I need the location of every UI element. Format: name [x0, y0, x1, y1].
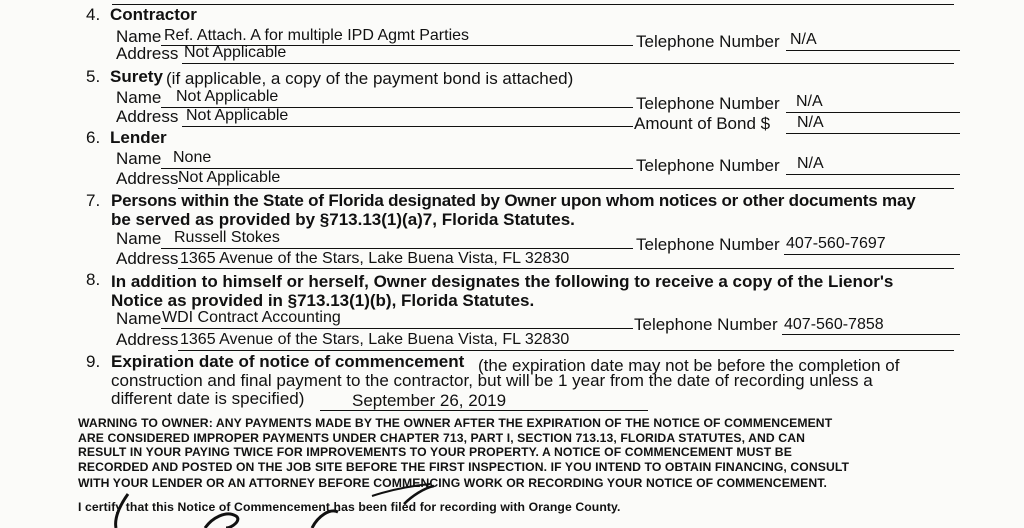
- item-4-number: 4.: [86, 5, 101, 24]
- lienor-address-value: 1365 Avenue of the Stars, Lake Buena Vista, FL 32830: [180, 331, 570, 348]
- lender-name-value: None: [173, 149, 212, 166]
- item-8-number: 8.: [86, 270, 101, 289]
- persons-name-label: Name: [116, 229, 162, 248]
- persons-phone-value: 407-560-7697: [786, 235, 886, 252]
- item-9-line3: different date is specified): [111, 389, 305, 408]
- item-5-heading: Surety: [110, 67, 163, 86]
- warning-line-2: ARE CONSIDERED IMPROPER PAYMENTS UNDER CHAPTER 713, PART I, SECTION 713.13, FLORIDA STATUTES, AND CAN: [78, 431, 805, 445]
- item-4-heading: Contractor: [110, 5, 197, 24]
- surety-bond-label: Amount of Bond $: [634, 114, 771, 133]
- surety-address-value: Not Applicable: [186, 107, 289, 124]
- item-5-number: 5.: [86, 67, 101, 86]
- item-7-number: 7.: [86, 191, 101, 210]
- lienor-phone-value: 407-560-7858: [784, 316, 884, 333]
- lienor-name-value: WDI Contract Accounting: [162, 309, 341, 326]
- item-8-heading-line2: Notice as provided in §713.13(1)(b), Florida Statutes.: [111, 291, 535, 310]
- contractor-address-label: Address: [116, 44, 179, 63]
- surety-name-value: Not Applicable: [176, 88, 279, 105]
- surety-phone-value: N/A: [796, 93, 823, 110]
- expiration-date-value: September 26, 2019: [352, 391, 507, 410]
- warning-line-3: RESULT IN YOUR PAYING TWICE FOR IMPROVEMENTS TO YOUR PROPERTY. A NOTICE OF COMMENCEMENT MUST BE: [78, 445, 792, 459]
- warning-line-1: WARNING TO OWNER: ANY PAYMENTS MADE BY THE OWNER AFTER THE EXPIRATION OF THE NOTICE OF COMMENCEMENT: [78, 416, 833, 430]
- surety-name-label: Name: [116, 88, 162, 107]
- persons-phone-label: Telephone Number: [636, 235, 780, 254]
- persons-address-label: Address: [116, 249, 179, 268]
- lienor-address-label: Address: [116, 330, 179, 349]
- contractor-name-label: Name: [116, 27, 162, 46]
- lender-address-value: Not Applicable: [178, 169, 281, 186]
- lender-name-label: Name: [116, 149, 162, 168]
- item-7-heading-line1: Persons within the State of Florida designated by Owner upon whom notices or other documents may: [111, 191, 916, 210]
- item-9-number: 9.: [86, 352, 101, 371]
- item-8-heading-line1: In addition to himself or herself, Owner designates the following to receive a copy of the Lienor's: [111, 272, 894, 291]
- surety-address-label: Address: [116, 107, 179, 126]
- lienor-phone-label: Telephone Number: [634, 315, 778, 334]
- item-6-number: 6.: [86, 128, 101, 147]
- contractor-address-value: Not Applicable: [184, 44, 287, 61]
- lender-phone-value: N/A: [797, 155, 824, 172]
- surety-phone-label: Telephone Number: [636, 94, 780, 113]
- persons-name-value: Russell Stokes: [174, 229, 280, 246]
- contractor-phone-label: Telephone Number: [636, 32, 780, 51]
- persons-address-value: 1365 Avenue of the Stars, Lake Buena Vista, FL 32830: [180, 250, 570, 267]
- contractor-phone-value: N/A: [790, 31, 817, 48]
- item-6-heading: Lender: [110, 128, 167, 147]
- warning-line-4: RECORDED AND POSTED ON THE JOB SITE BEFORE THE FIRST INSPECTION. IF YOU INTEND TO OBTAIN FINANCING, CONSULT: [78, 460, 850, 474]
- contractor-name-value: Ref. Attach. A for multiple IPD Agmt Parties: [164, 27, 470, 44]
- lender-address-label: Address: [116, 169, 179, 188]
- warning-line-5: WITH YOUR LENDER OR AN ATTORNEY BEFORE COMMENCING WORK OR RECORDING YOUR NOTICE OF COMMENCEMENT.: [78, 476, 827, 490]
- lender-phone-label: Telephone Number: [636, 156, 780, 175]
- item-7-heading-line2: be served as provided by §713.13(1)(a)7, Florida Statutes.: [111, 210, 575, 229]
- item-9-heading: Expiration date of notice of commencement: [111, 352, 465, 371]
- item-9-line2: construction and final payment to the contractor, but will be 1 year from the date of recording unless a: [111, 371, 873, 390]
- item-9-line1-rest: (the expiration date may not be before the completion of: [478, 356, 900, 375]
- lienor-name-label: Name: [116, 309, 162, 328]
- certification-text: I certify that this Notice of Commencement has been filed for recording with Orange County.: [78, 500, 621, 514]
- surety-bond-value: N/A: [797, 114, 824, 131]
- item-5-heading-note: (if applicable, a copy of the payment bond is attached): [166, 69, 574, 88]
